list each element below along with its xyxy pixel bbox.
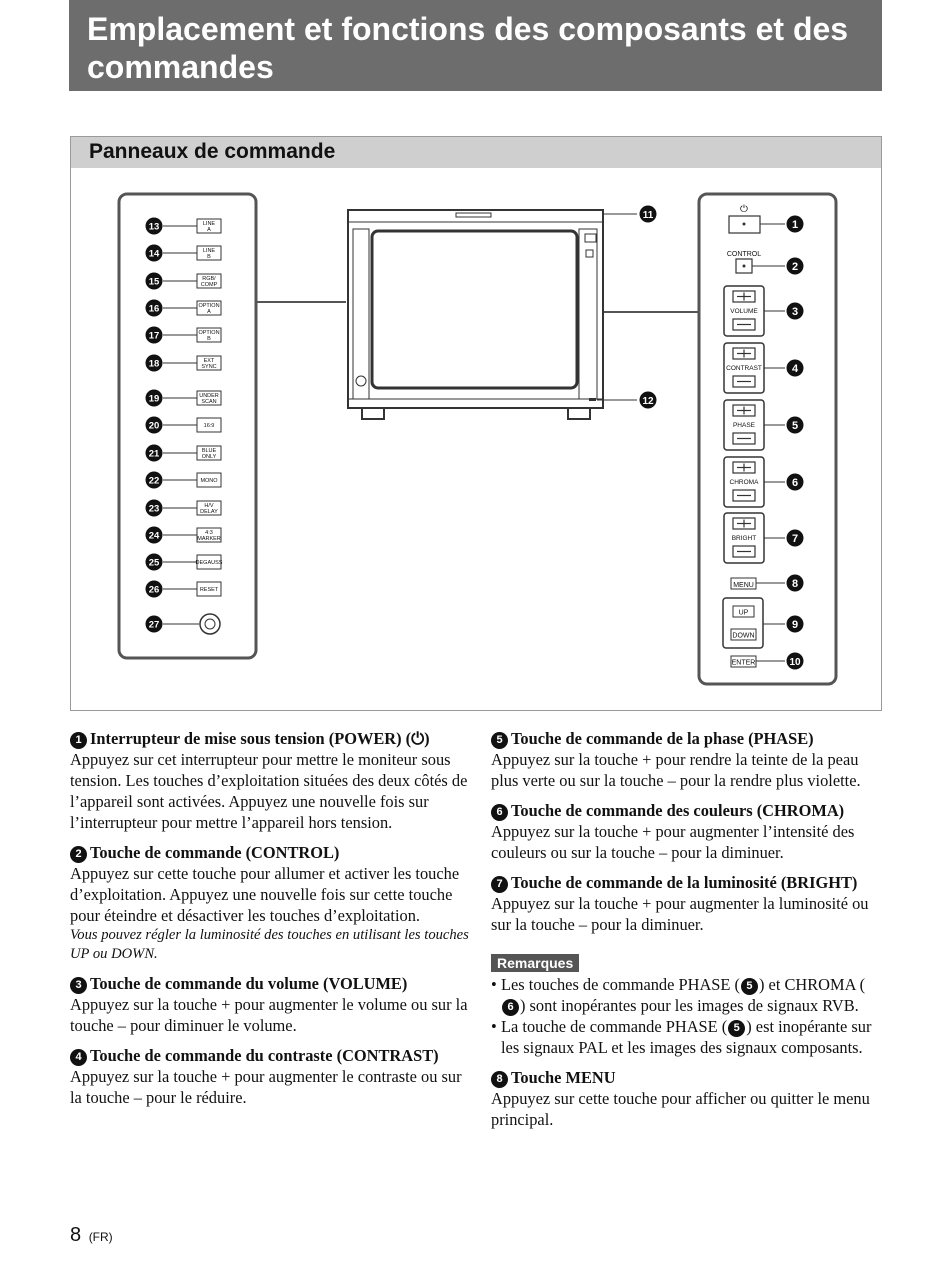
monitor-left-side [353,229,369,399]
desc-item-contrast [70,1045,470,1108]
callout-12-number: 12 [642,396,654,407]
button-label-line2: B [207,254,211,260]
desc-item-bright [491,872,883,935]
desc-item-power-title [70,728,470,749]
callout-26-number: 26 [148,584,160,596]
down-label: DOWN [732,632,755,640]
number-badge: 6 [491,804,508,821]
callout-27-number: 27 [148,619,160,631]
desc-item-control [70,842,470,964]
callout-20-number: 20 [148,420,160,432]
monitor-sensor [586,250,593,257]
callout-4-number: 4 [791,363,799,375]
button-label-line1: LINE [202,248,216,254]
button-label-line2: SCAN [201,399,217,405]
bright-label: BRIGHT [731,535,757,542]
button-label-line1: EXT [203,358,215,364]
power-indicator [743,223,746,226]
callout-14-number: 14 [148,248,160,260]
desc-item-control-body: Appuyez sur cette touche pour allumer et activer les touche d’exploitation. Appuyez une nouvelle fois sur cette touche pour éteindre et désactiver les touches d’exploitation. [70,864,460,925]
desc-item-volume-body: Appuyez sur la touche + pour augmenter le volume ou sur la touche – pour diminuer le volume. [70,995,468,1035]
number-badge: 2 [70,846,87,863]
chroma-label: CHROMA [729,479,759,486]
callout-22-number: 22 [148,475,160,487]
power-symbol-icon: ⏻ [740,204,748,215]
desc-item-control-title [70,842,470,863]
callout-24-number: 24 [148,530,160,542]
monitor-right-foot [568,408,590,419]
monitor-bottom-port-icon [589,398,596,401]
desc-item-chroma-title-text: Touche de commande des couleurs (CHROMA) [511,801,845,820]
page-title-banner [69,0,882,91]
button-label-line1: UNDER [199,393,219,399]
button-label: RESET [199,587,219,593]
desc-item-chroma-body: Appuyez sur la touche + pour augmenter l’intensité des couleurs ou sur la touche – pour la diminuer. [491,822,855,862]
volume-label: VOLUME [730,308,758,315]
left-panel-frame [119,194,256,658]
desc-item-volume-title [70,973,470,994]
callout-6-number: 6 [791,477,799,489]
control-panels-section [70,136,882,711]
desc-item-contrast-title-text: Touche de commande du contraste (CONTRAST) [90,1046,439,1065]
control-panels-diagram [71,168,881,710]
callout-25-number: 25 [148,557,160,569]
button-label-line1: RGB/ [202,276,216,282]
callout-7-number: 7 [791,533,799,545]
monitor-top-slot [456,213,491,217]
page-number-value: 8 [70,1224,82,1246]
enter-label: ENTER [731,659,756,667]
desc-item-power-title-close: ) [424,729,430,748]
callout-8-number: 8 [791,578,799,590]
remarks-bullet-2-text-a: La touche de commande PHASE ( [501,1017,728,1036]
page-number [70,1224,113,1247]
callout-17-number: 17 [148,330,160,342]
contrast-label: CONTRAST [726,365,762,372]
number-badge: 5 [741,978,758,995]
desc-item-control-title-text: Touche de commande (CONTROL) [90,843,340,862]
desc-item-bright-title [491,872,883,893]
button-label-line2: SYNC [201,364,217,370]
number-badge: 7 [491,876,508,893]
callout-11-number: 11 [642,210,654,221]
number-badge: 1 [70,732,87,749]
number-badge: 5 [728,1020,745,1037]
callout-9-number: 9 [791,619,799,631]
remarks-bullet-2-text-b: ) est inopérante sur les signaux PAL et les images des signaux composants. [501,1017,872,1057]
description-column-left [70,728,470,1117]
desc-item-phase [491,728,883,791]
button-label-line1: OPTION [198,303,220,309]
desc-item-menu-title [491,1067,883,1088]
right-panel-frame [699,194,836,684]
callout-23-number: 23 [148,503,160,515]
desc-item-bright-body: Appuyez sur la touche + pour augmenter la luminosité ou sur la touche – pour la diminuer. [491,894,869,934]
remarks-bullet-1-text-c: ) sont inopérantes pour les images de signaux RVB. [520,996,859,1015]
callout-21-number: 21 [148,448,160,460]
desc-item-menu [491,1067,883,1130]
desc-item-control-note: Vous pouvez régler la luminosité des touches en utilisant les touches UP ou DOWN. [70,927,469,962]
callout-16-number: 16 [148,303,160,315]
desc-item-chroma [491,800,883,863]
button-label-line2: A [207,227,211,233]
button-label-line1: 4:3 [205,530,213,536]
page-title [87,10,864,86]
phase-label: PHASE [732,422,756,429]
callout-18-number: 18 [148,358,160,370]
remarks-bullet-1 [491,974,883,1016]
remarks-bullet-2 [491,1016,883,1058]
desc-item-bright-title-text: Touche de commande de la luminosité (BRIGHT) [511,873,858,892]
button-label-line1: BLUE [201,448,217,454]
callout-19-number: 19 [148,393,160,405]
desc-item-volume-title-text: Touche de commande du volume (VOLUME) [90,974,408,993]
page-lang-code: (FR) [88,1230,113,1244]
desc-item-phase-title [491,728,883,749]
page-title-line2: commandes [87,49,274,85]
desc-item-volume [70,973,470,1036]
callout-10-number: 10 [789,657,801,668]
button-label-line2: A [207,309,211,315]
number-badge: 3 [70,977,87,994]
desc-item-menu-title-text: Touche MENU [511,1068,616,1087]
button-label-line2: MARKER [197,536,221,542]
button-label-line2: DELAY [200,509,218,515]
callout-2-number: 2 [791,261,799,273]
description-column-right [491,728,883,1139]
input-connector-icon [200,614,220,634]
control-indicator [743,265,746,268]
remarks-bullet-1-text-b: ) et CHROMA ( [758,975,866,994]
desc-item-contrast-title [70,1045,470,1066]
monitor-screen [372,231,577,388]
remarks-bullet-1-text-a: Les touches de commande PHASE ( [501,975,740,994]
menu-label: MENU [733,582,754,589]
section-title: Panneaux de commande [71,137,881,168]
button-label-line2: ONLY [201,454,217,460]
desc-item-menu-body: Appuyez sur cette touche pour afficher ou quitter le menu principal. [491,1089,870,1129]
desc-item-chroma-title [491,800,883,821]
monitor-indicator [585,234,596,242]
remarks-label: Remarques [491,954,579,972]
callout-5-number: 5 [791,420,799,432]
callout-13-number: 13 [148,221,160,233]
desc-item-power [70,728,470,833]
monitor-left-foot [362,408,384,419]
remarks-block [491,944,883,1058]
callout-1-number: 1 [791,219,799,231]
callout-3-number: 3 [791,306,799,318]
desc-item-power-body: Appuyez sur cet interrupteur pour mettre le moniteur sous tension. Les touches d’exploitation situées des deux côtés de l’appareil sont activées. Appuyez une nouvelle fois sur l’interrupteur pour mettre l’appareil hors tension. [70,750,468,832]
callout-15-number: 15 [148,276,160,288]
number-badge: 6 [502,999,519,1016]
desc-item-power-title-text: Interrupteur de mise sous tension (POWER) ( [90,729,412,748]
desc-item-phase-title-text: Touche de commande de la phase (PHASE) [511,729,814,748]
number-badge: 5 [491,732,508,749]
button-label: 16:9 [203,423,215,429]
number-badge: 4 [70,1049,87,1066]
desc-item-contrast-body: Appuyez sur la touche + pour augmenter le contraste ou sur la touche – pour le réduire. [70,1067,462,1107]
page-title-line1: Emplacement et fonctions des composants et des [87,11,849,47]
button-label-line1: H/V [204,503,214,509]
button-label-line1: LINE [202,221,216,227]
button-label-line1: OPTION [198,330,220,336]
number-badge: 8 [491,1071,508,1088]
power-symbol-icon: ⏻ [411,729,425,748]
button-label-line2: B [207,336,211,342]
control-label: CONTROL [726,251,762,258]
button-label: DEGAUSS [195,560,223,566]
up-label: UP [738,609,749,617]
desc-item-phase-body: Appuyez sur la touche + pour rendre la teinte de la peau plus verte ou sur la touche – pour la rendre plus violette. [491,750,861,790]
button-label-line2: COMP [200,282,218,288]
button-label: MONO [200,478,218,484]
